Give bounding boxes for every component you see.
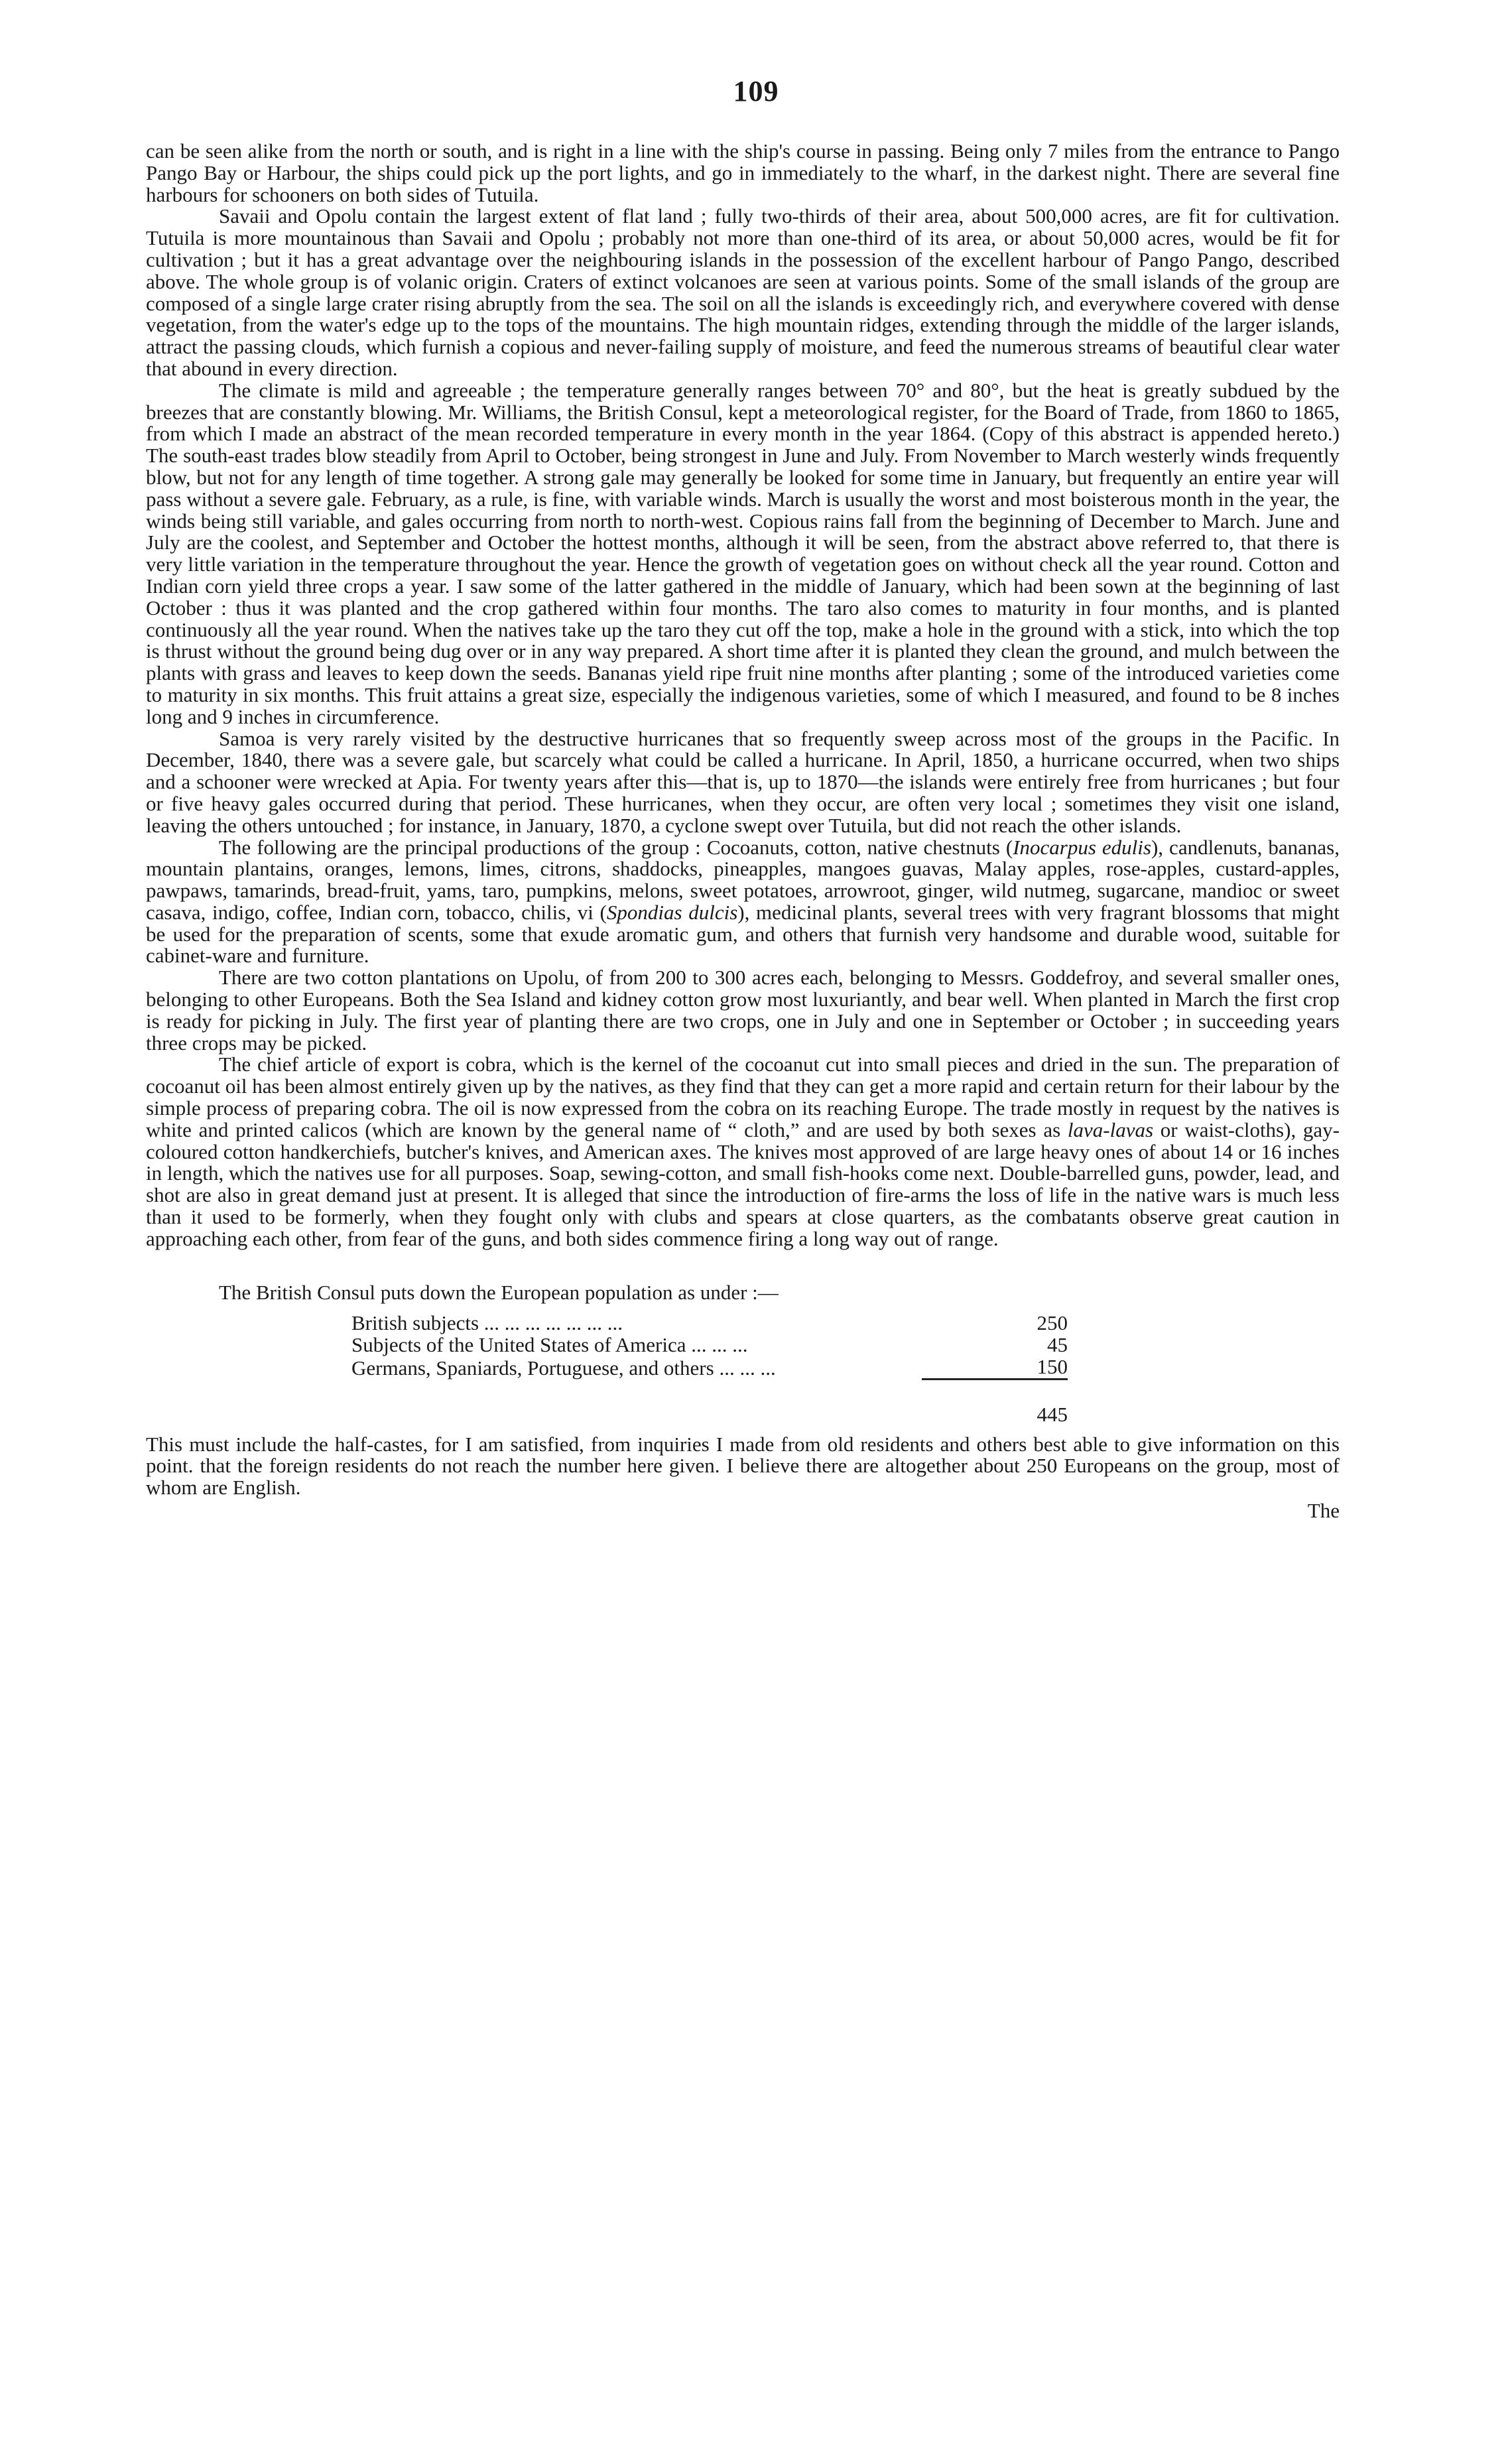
- total-label-spacer: [351, 1380, 922, 1426]
- body-paragraph: can be seen alike from the north or south, and is right in a line with the ship's course in passing. Being only 7 miles from the entrance to Pango Pango Bay or Harbour, the ships could pick up the port lights, and go in immediately to the wharf, in the darkest night. There are several fine harbours for schooners on both sides of Tutuila.: [146, 139, 1340, 206]
- population-label: British subjects ... ... ... ... ... ... ...: [351, 1311, 623, 1335]
- body-paragraph: The climate is mild and agreeable ; the temperature generally ranges between 70° and 80°, but the heat is greatly subdued by the breezes that are constantly blowing. Mr. Williams, the British Consul, kept a meteorological register, for the Board of Trade, from 1860 to 1865, from which I made an abstract of the mean recorded temperature in every month in the year 1864. (Copy of this abstract is appended hereto.) The south-east trades blow steadily from April to October, being strongest in June and July. From November to March westerly winds frequently blow, but not for any length of time together. A strong gale may generally be looked for some time in January, but frequently an entire year will pass without a severe gale. February, as a rule, is fine, with variable winds. March is usually the worst and most boisterous month in the year, the winds being still variable, and gales occurring from north to north-west. Copious rains fall from the beginning of December to March. June and July are the coolest, and September and October the hottest months, although it will be seen, from the abstract above referred to, that there is very little variation in the temperature throughout the year. Hence the growth of vegetation goes on without check all the year round. Cotton and Indian corn yield three crops a year. I saw some of the latter gathered in the middle of January, which had been sown at the beginning of last October : thus it was planted and the crop gathered within four months. The taro also comes to maturity in four months, and is planted continuously all the year round. When the natives take up the taro they cut off the top, make a hole in the ground with a stick, into which the top is thrust without the ground being dug over or in any way prepared. A short time after it is planted they clean the ground, and mulch between the plants with grass and leaves to keep down the seeds. Bananas yield ripe fruit nine months after planting ; some of the introduced varieties come to maturity in six months. This fruit attains a great size, especially the indigenous varieties, some of which I measured, and found to be 8 inches long and 9 inches in circumference.: [146, 378, 1340, 728]
- table-row: [351, 1334, 1068, 1356]
- body-text: [146, 141, 1340, 1522]
- population-label: Subjects of the United States of America ... ... ...: [351, 1333, 748, 1357]
- italic-term: lava-lavas: [1067, 1118, 1154, 1141]
- body-paragraph: [146, 837, 1340, 968]
- italic-term: Spondias dulcis: [606, 900, 738, 924]
- catchword: The: [1307, 1499, 1340, 1523]
- table-row: [351, 1356, 1068, 1379]
- population-intro: The British Consul puts down the European population as under :—: [219, 1280, 779, 1304]
- population-value: 150: [1037, 1355, 1068, 1379]
- closing-paragraph: This must include the half-castes, for I am satisfied, from inquiries I made from old residents and others best able to give information on this point. that the foreign residents do not reach the number here given. I believe there are altogether about 250 Europeans on the group, most of whom are English.: [146, 1432, 1340, 1500]
- body-paragraph: There are two cotton plantations on Upolu, of from 200 to 300 acres each, belonging to Messrs. Goddefroy, and several smaller ones, belonging to other Europeans. Both the Sea Island and kidney cotton grow most luxuriantly, and bear well. When planted in March the first crop is ready for picking in July. The first year of planting there are two crops, one in July and one in September or October ; in succeeding years three crops may be picked.: [146, 966, 1340, 1055]
- text-run: The following are the principal productions of the group : Cocoanuts, cotton, native chestnuts (: [219, 835, 1013, 859]
- total-row: [351, 1380, 1068, 1426]
- text-run: The chief article of export is cobra, which is the kernel of the cocoanut cut into small pieces and dried in the sun. The preparation of cocoanut oil has been almost entirely given up by the natives, as they find that they can get a more rapid and certain return for their labour by the simple process of preparing cobra. The oil is now expressed from the cobra on its reaching Europe. The trade mostly in request by the natives is white and printed calicos (which are known by the general name of “ cloth,” and are used by both sexes as: [146, 1053, 1340, 1141]
- population-table: [351, 1313, 1068, 1425]
- page-number: 109: [733, 75, 779, 107]
- italic-term: Inocarpus edulis: [1013, 835, 1151, 859]
- text-run: ), candlenuts, bananas, mountain plantains, oranges, lemons, limes, citrons, shaddocks, pineapples, mangoes guavas, Malay apples, rose-apples, custard-apples, pawpaws, tamarinds, bread-fruit, yams, taro, pumpkins, melons, sweet potatoes, arrowroot, ginger, wild nutmeg, sugarcane, mandioc or sweet casava, indigo, coffee, Indian corn, tobacco, chilis, vi (: [146, 835, 1340, 924]
- population-value: 45: [1047, 1333, 1068, 1357]
- body-paragraph: [146, 1054, 1340, 1250]
- population-value: 250: [1037, 1311, 1068, 1335]
- population-label: Germans, Spaniards, Portuguese, and others ... ... ...: [351, 1356, 776, 1380]
- text-run: ), medicinal plants, several trees with very fragrant blossoms that might be used for the preparation of scents, some that exude aromatic gum, and others that furnish very handsome and durable wood, suitable for cabinet-ware and furniture.: [146, 900, 1340, 968]
- population-total: 445: [1037, 1402, 1068, 1426]
- text-run: or waist-cloths), gay-coloured cotton handkerchiefs, butcher's knives, and American axes. The knives most approved of are large heavy ones of about 14 or 16 inches in length, which the natives use for all purposes. Soap, sewing-cotton, and small fish-hooks come next. Double-barrelled guns, powder, lead, and shot are also in great demand just at present. It is alleged that since the introduction of fire-arms the loss of life in the native wars is much less than it used to be formerly, when they fought only with clubs and spears at close quarters, as the combatants observe great caution in approaching each other, from fear of the guns, and both sides commence firing a long way out of range.: [146, 1118, 1340, 1250]
- body-paragraph: Savaii and Opolu contain the largest extent of flat land ; fully two-thirds of their area, about 500,000 acres, are fit for cultivation. Tutuila is more mountainous than Savaii and Opolu ; probably not more than one-third of its area, or about 50,000 acres, would be fit for cultivation ; but it has a great advantage over the neighbouring islands in the possession of the excellent harbour of Pango Pango, described above. The whole group is of volanic origin. Craters of extinct volcanoes are seen at various points. Some of the small islands of the group are composed of a single large crater rising abruptly from the sea. The soil on all the islands is exceedingly rich, and everywhere covered with dense vegetation, from the water's edge up to the tops of the mountains. The high mountain ridges, extending through the middle of the larger islands, attract the passing clouds, which furnish a copious and never-failing supply of moisture, and feed the numerous streams of beautiful clear water that abound in every direction.: [146, 204, 1340, 380]
- body-paragraph: Samoa is very rarely visited by the destructive hurricanes that so frequently sweep across most of the groups in the Pacific. In December, 1840, there was a severe gale, but scarcely what could be called a hurricane. In April, 1850, a hurricane occurred, when two ships and a schooner were wrecked at Apia. For twenty years after this—that is, up to 1870—the islands were entirely free from hurricanes ; but four or five heavy gales occurred during that period. These hurricanes, when they occur, are often very local ; sometimes they visit one island, leaving the others untouched ; for instance, in January, 1870, a cyclone swept over Tutuila, but did not reach the other islands.: [146, 726, 1340, 837]
- table-row: [351, 1313, 1068, 1334]
- paragraphs: [146, 141, 1340, 1250]
